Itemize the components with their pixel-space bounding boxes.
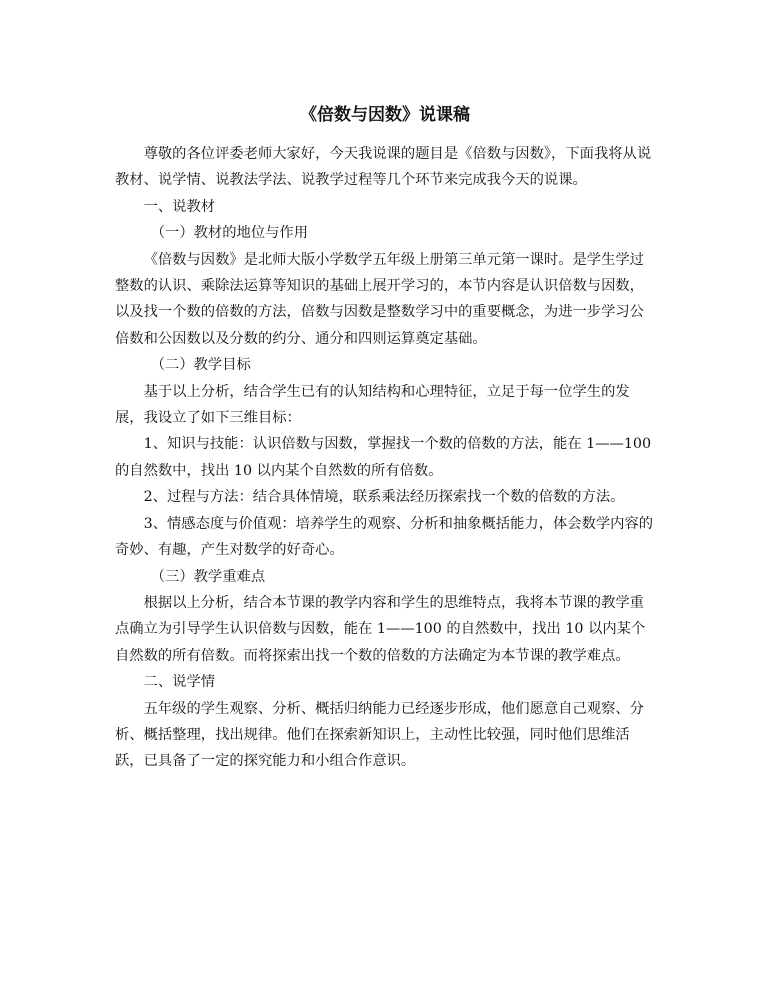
document-body	[115, 141, 655, 775]
teaching-goals-intro-paragraph: 基于以上分析，结合学生已有的认知结构和心理特征，立足于每一位学生的发展，我设立了如下三维目标：	[115, 383, 630, 427]
intro-paragraph: 尊敬的各位评委老师大家好，今天我说课的题目是《倍数与因数》，下面我将从说教材、说学情、说教法学法、说教学过程等几个环节来完成我今天的说课。	[115, 146, 652, 189]
subsection-heading-key-points: （三）教学重难点	[150, 568, 266, 585]
goal-knowledge-paragraph: 1、知识与技能：认识倍数与因数，掌握找一个数的倍数的方法，能在 1——100 的自然数中，找出 10 以内某个自然数的所有倍数。	[115, 436, 652, 479]
section-heading-student-analysis: 二、说学情	[143, 674, 216, 691]
section-heading-teaching-material: 一、说教材	[143, 198, 216, 215]
key-points-paragraph: 根据以上分析，结合本节课的教学内容和学生的思维特点，我将本节课的教学重点确立为引导学生认识倍数与因数，能在 1——100 的自然数中，找出 10 以内某个自然数的所有倍数。而将探索出找一个数的倍数的方法确定为本节课的教学难点。	[115, 594, 646, 664]
student-analysis-paragraph: 五年级的学生观察、分析、概括归纳能力已经逐步形成，他们愿意自己观察、分析、概括整理，找出规律。他们在探索新知识上，主动性比较强，同时他们思维活跃，已具备了一定的探究能力和小组合作意识。	[115, 700, 644, 770]
subsection-heading-teaching-goals: （二）教学目标	[150, 357, 251, 374]
document-title: 《倍数与因数》说课稿	[300, 105, 470, 125]
subsection-heading-material-role: （一）教材的地位与作用	[150, 225, 309, 242]
goal-process-paragraph: 2、过程与方法：结合具体情境，联系乘法经历探索找一个数的倍数的方法。	[143, 489, 625, 506]
goal-attitude-paragraph: 3、情感态度与价值观：培养学生的观察、分析和抽象概括能力，体会数学内容的奇妙、有趣，产生对数学的好奇心。	[115, 515, 654, 559]
material-role-paragraph: 《倍数与因数》是北师大版小学数学五年级上册第三单元第一课时。是学生学过整数的认识、乘除法运算等知识的基础上展开学习的，本节内容是认识倍数与因数，以及找一个数的倍数的方法，倍数与因数是整数学习中的重要概念，为进一步学习公倍数和公因数以及分数的约分、通分和四则运算奠定基础。	[115, 251, 644, 347]
